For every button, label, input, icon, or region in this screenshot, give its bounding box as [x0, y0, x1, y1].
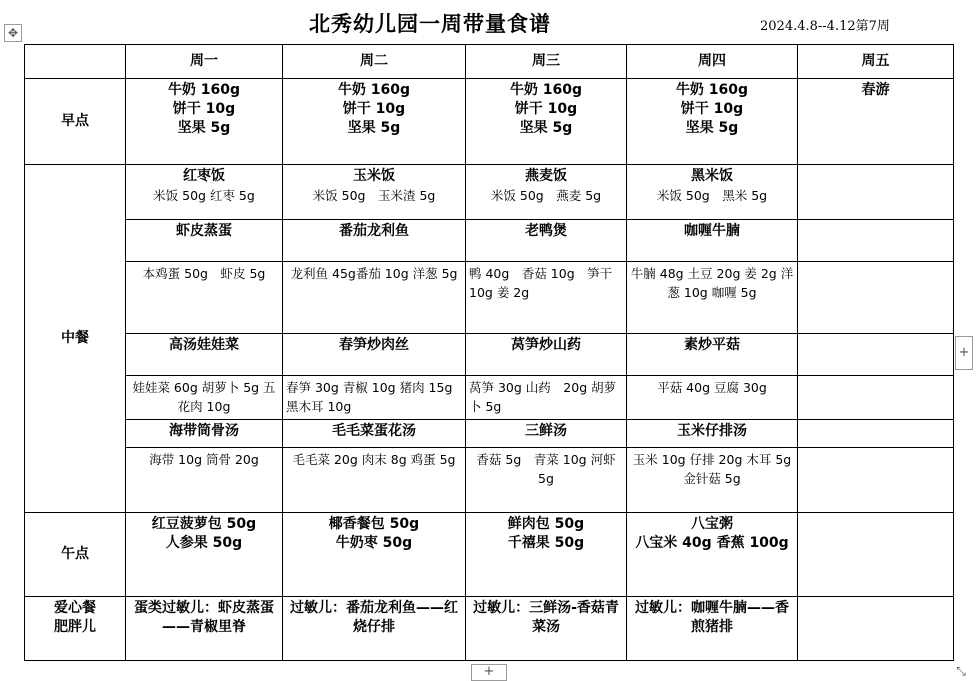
- empty-cell: [798, 597, 954, 661]
- dish-ingredients: 春笋 30g 青椒 10g 猪肉 15g 黑木耳 10g: [283, 376, 466, 420]
- dish-ingredients: 牛腩 48g 土豆 20g 姜 2g 洋葱 10g 咖喱 5g: [627, 262, 798, 334]
- empty-cell: [798, 165, 954, 220]
- breakfast-cell: 牛奶 160g 饼干 10g 坚果 5g: [283, 79, 466, 165]
- empty-cell: [798, 513, 954, 597]
- dish-name: 素炒平菇: [627, 334, 798, 376]
- snack-row: [25, 513, 954, 597]
- allergy-cell: 过敏儿：三鲜汤-香菇青菜汤: [466, 597, 627, 661]
- row-label-lunch: 中餐: [25, 165, 126, 513]
- empty-cell: [798, 448, 954, 513]
- dish2-name-row: [25, 334, 954, 376]
- date-week: 2024.4.8--4.12第7周: [760, 19, 890, 34]
- breakfast-row: [25, 79, 954, 165]
- empty-cell: [798, 220, 954, 262]
- breakfast-cell: 牛奶 160g 饼干 10g 坚果 5g: [627, 79, 798, 165]
- dish-ingredients: 龙利鱼 45g番茄 10g 洋葱 5g: [283, 262, 466, 334]
- day-header: 周五: [798, 45, 954, 79]
- empty-cell: [798, 334, 954, 376]
- allergy-cell: 过敏儿：咖喱牛腩——香煎猪排: [627, 597, 798, 661]
- page-title: 北秀幼儿园一周带量食谱: [309, 11, 551, 36]
- day-header: 周四: [627, 45, 798, 79]
- dish-ingredients: 鸭 40g 香菇 10g 笋干 10g 姜 2g: [466, 262, 627, 334]
- resize-icon[interactable]: ⤡: [956, 664, 966, 678]
- empty-cell: [798, 420, 954, 448]
- menu-table: [24, 44, 954, 661]
- dish-name: 毛毛菜蛋花汤: [283, 420, 466, 448]
- dish-ingredients: 娃娃菜 60g 胡萝卜 5g 五花肉 10g: [126, 376, 283, 420]
- dish2-ing-row: [25, 376, 954, 420]
- dish-name: 莴笋炒山药: [466, 334, 627, 376]
- dish-ingredients: 莴笋 30g 山药 20g 胡萝卜 5g: [466, 376, 627, 420]
- dish-name: 春笋炒肉丝: [283, 334, 466, 376]
- snack-cell: 椰香餐包 50g 牛奶枣 50g: [283, 513, 466, 597]
- empty-cell: [798, 262, 954, 334]
- breakfast-cell: 牛奶 160g 饼干 10g 坚果 5g: [466, 79, 627, 165]
- day-header: 周一: [126, 45, 283, 79]
- dish-name: 老鸭煲: [466, 220, 627, 262]
- empty-cell: [798, 376, 954, 420]
- dish-name: 三鲜汤: [466, 420, 627, 448]
- dish-ingredients: 海带 10g 筒骨 20g: [126, 448, 283, 513]
- dish-ingredients: 玉米 10g 仔排 20g 木耳 5g 金针菇 5g: [627, 448, 798, 513]
- row-label-allergy: 爱心餐 肥胖儿: [25, 597, 126, 661]
- add-column-plus-icon[interactable]: +: [955, 336, 973, 370]
- header-row: [25, 45, 954, 79]
- dish-ingredients: 本鸡蛋 50g 虾皮 5g: [126, 262, 283, 334]
- dish-ingredients: 平菇 40g 豆腐 30g: [627, 376, 798, 420]
- corner-cell: [25, 45, 126, 79]
- staple-cell: 红枣饭 米饭 50g 红枣 5g: [126, 165, 283, 220]
- snack-cell: 鲜肉包 50g 千禧果 50g: [466, 513, 627, 597]
- add-row-plus-icon[interactable]: +: [471, 664, 507, 681]
- soup-name-row: [25, 420, 954, 448]
- soup-ing-row: [25, 448, 954, 513]
- move-icon[interactable]: ✥: [4, 24, 22, 42]
- dish-name: 玉米仔排汤: [627, 420, 798, 448]
- day-header: 周二: [283, 45, 466, 79]
- dish-name: 虾皮蒸蛋: [126, 220, 283, 262]
- dish-name: 咖喱牛腩: [627, 220, 798, 262]
- row-label-breakfast: 早点: [25, 79, 126, 165]
- dish1-ing-row: [25, 262, 954, 334]
- breakfast-cell: 春游: [798, 79, 954, 165]
- lunch-staple-row: [25, 165, 954, 220]
- day-header: 周三: [466, 45, 627, 79]
- snack-cell: 八宝粥 八宝米 40g 香蕉 100g: [627, 513, 798, 597]
- snack-cell: 红豆菠萝包 50g 人参果 50g: [126, 513, 283, 597]
- dish-ingredients: 香菇 5g 青菜 10g 河虾 5g: [466, 448, 627, 513]
- allergy-cell: 蛋类过敏儿：虾皮蒸蛋——青椒里脊: [126, 597, 283, 661]
- staple-cell: 燕麦饭 米饭 50g 燕麦 5g: [466, 165, 627, 220]
- dish-name: 高汤娃娃菜: [126, 334, 283, 376]
- allergy-row: [25, 597, 954, 661]
- dish-name: 海带筒骨汤: [126, 420, 283, 448]
- dish-ingredients: 毛毛菜 20g 肉末 8g 鸡蛋 5g: [283, 448, 466, 513]
- dish1-name-row: [25, 220, 954, 262]
- breakfast-cell: 牛奶 160g 饼干 10g 坚果 5g: [126, 79, 283, 165]
- row-label-snack: 午点: [25, 513, 126, 597]
- staple-cell: 黑米饭 米饭 50g 黑米 5g: [627, 165, 798, 220]
- dish-name: 番茄龙利鱼: [283, 220, 466, 262]
- staple-cell: 玉米饭 米饭 50g 玉米渣 5g: [283, 165, 466, 220]
- allergy-cell: 过敏儿：番茄龙利鱼——红烧仔排: [283, 597, 466, 661]
